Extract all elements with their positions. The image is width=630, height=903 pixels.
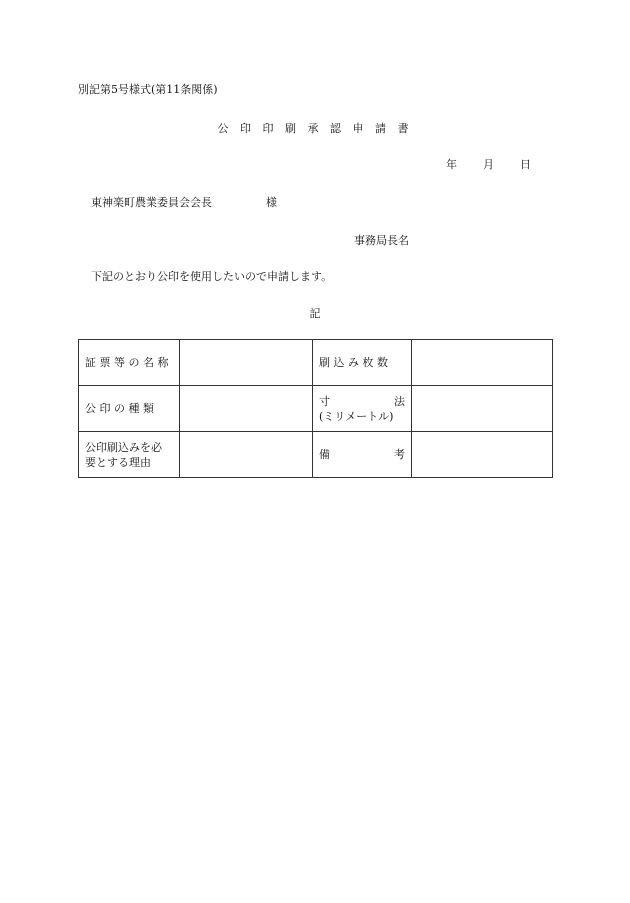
date-day-label: 日 [520,158,531,171]
dimension-label-b: 法 [394,394,405,408]
print-count-field[interactable] [412,340,553,386]
body-text: 下記のとおり公印を使用したいので申請します。 [91,270,333,283]
detail-table [78,339,553,478]
dimension-field[interactable] [412,386,553,432]
date-month-label: 月 [483,158,494,171]
table-label-cell [313,386,412,432]
seal-type-field[interactable] [180,386,313,432]
table-label-cell [79,386,180,432]
reason-field[interactable] [180,432,313,478]
reason-label-line1: 公印刷込みを必 [85,440,162,454]
print-count-label: 刷 込 み 枚 数 [319,356,388,369]
date-year-label: 年 [446,158,457,171]
seal-type-label: 公 印 の 種 類 [85,402,154,415]
certificate-name-field[interactable] [180,340,313,386]
dimension-label-line1 [319,394,405,409]
table-label-cell [79,432,180,478]
addressee-name: 東神楽町農業委員会会長 [91,196,212,209]
certificate-name-label: 証 票 等 の 名 称 [85,356,169,369]
table-label-cell [313,432,412,478]
table-row [79,386,553,432]
table-row [79,340,553,386]
applicant-label: 事務局長名 [354,234,409,247]
table-label-cell [79,340,180,386]
form-number: 別記第5号様式(第11条関係) [78,83,218,96]
remarks-label [319,447,405,462]
dimension-unit-label: (ミリメートル) [319,409,394,423]
table-label-cell [313,340,412,386]
document-title: 公 印 印 刷 承 認 申 請 書 [217,122,413,135]
dimension-label-a: 寸 [319,394,330,408]
ki-mark: 記 [309,307,321,320]
date-line [446,156,531,172]
table-row [79,432,553,478]
addressee-honorific: 様 [266,196,277,209]
remarks-field[interactable] [412,432,553,478]
remarks-label-a: 備 [319,448,330,461]
reason-label-line2: 要とする理由 [85,455,151,469]
remarks-label-b: 考 [394,448,405,461]
